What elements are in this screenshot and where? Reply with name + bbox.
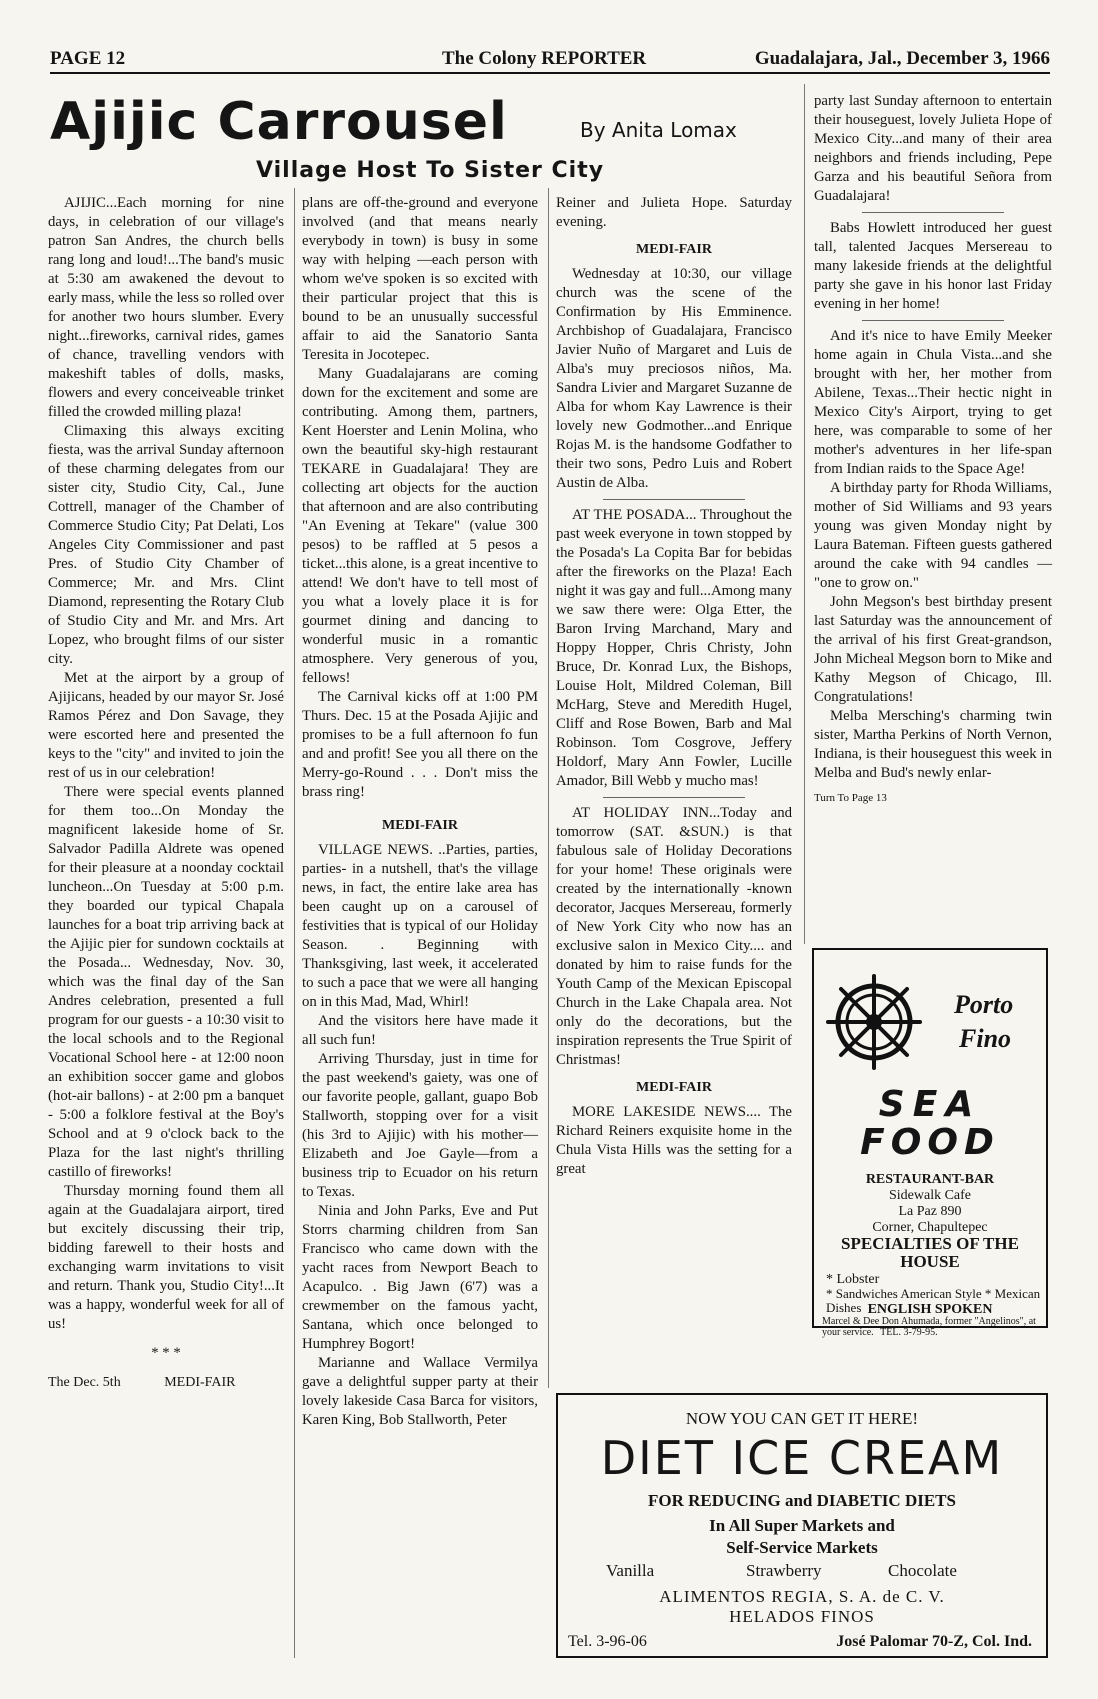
ad-company-line2: HELADOS FINOS <box>729 1607 875 1626</box>
ad-company: ALIMENTOS REGIA, S. A. de C. V. <box>659 1587 945 1606</box>
ad-corner: Corner, Chapultepec <box>872 1220 988 1235</box>
paragraph: Marianne and Wallace Vermilya gave a delightful supper party at their lovely lakeside Casa Barca for visitors, Karen King, Bob Stallworth, Peter <box>302 1355 538 1428</box>
ad-food: FOOD <box>860 1122 1000 1163</box>
divider <box>862 212 1005 213</box>
paragraph: A birthday party for Rhoda Williams, mother of Sid Williams and 93 years young was given Monday night by Laura Bateman. Fifteen guests gathered around the cake with 94 candles — "one to grow on." <box>814 480 1052 591</box>
continuation-note: Turn To Page 13 <box>814 792 887 804</box>
column-footer <box>48 1373 284 1392</box>
ad-cafe: Sidewalk Cafe <box>888 1188 972 1203</box>
paragraph: Reiner and Julieta Hope. Saturday evening. <box>556 195 792 230</box>
paragraph: AT THE POSADA... Throughout the past week everyone in town stopped by the Posada's La Copita Bar for bebidas after the fireworks on the Plaza! Each night it was gay and full...Among many we saw there were: Olga Etter, the Baron Irving Marchand, Mary and Hoppy Hopper, Chris Christy, John Bruce, Dr. Konrad Lux, the Bishops, Louise Holt, Mildred Coleman, Bill McHarg, Steve and Meredith Hugel, Cliff and Rose Bowen, Barb and Mal Robinson. Tom Cosgrove, Jeffery Holdorf, Mary Ann Fowler, Lucille Amador, Bill Webb y mucho mas! <box>556 507 792 789</box>
paragraph: Arriving Thursday, just in time for the past weekend's gaiety, was one of our favorite people, gallant, guapo Bob Stallworth, stopping over for a visit (his 3rd to Ajijic) with his mother—Elizabeth and Joe Gayle—from a business trip to Ecuador on his return to Texas. <box>302 1051 538 1200</box>
paragraph: party last Sunday afternoon to entertain their houseguest, lovely Julieta Hope of Mexico City...and many of their area neighbors and friends including, Pepe Garza and his beautiful Señora from Guadalajara! <box>814 93 1052 204</box>
paragraph: MORE LAKESIDE NEWS.... The Richard Reiners exquisite home in the Chula Vista Hills was the setting for a great <box>556 1104 792 1177</box>
ad-menu-item: American Style <box>900 1286 982 1301</box>
footer-left-text: The Dec. 5th <box>48 1375 121 1390</box>
ad-availability-1: In All Super Markets and <box>709 1516 895 1535</box>
paragraph: AJIJIC...Each morning for nine days, in celebration of our village's patron San Andres, the church bells rang long and loud!...The band's music at 5:30 am awakened the devout to early mass, while the less so rolled over for another two hours slumber. Every night...fireworks, carnival rides, games of chance, travelling vendors with makeshift tables of dolls, masks, flowers and every conceiveable trinket filled the crowded milling plaza! <box>48 195 284 420</box>
column-1 <box>48 194 284 1392</box>
ad-telephone: Tel. 3-96-06 <box>568 1633 647 1650</box>
ad-name-porto: Porto <box>954 990 1014 1019</box>
paragraph: Climaxing this always exciting fiesta, was the arrival Sunday afternoon of these charming delegates from our sister city, Studio City, Cal., June Cottrell, manager of the Chamber of Commerce Studio City; Pat Delati, Los Angeles City Commissioner and past Pres. of Studio City Chamber of Commerce; Mr. and Mrs. Clint Diamond, representing the Rotary Club of Studio City and Mr. and Mrs. Art Lopez, who brought films of our sister city. <box>48 423 284 667</box>
section-heading: MEDI-FAIR <box>382 818 458 833</box>
divider <box>603 797 745 798</box>
column-3 <box>556 194 792 1179</box>
ad-street: La Paz 890 <box>898 1204 962 1219</box>
ad-menu-item: * Sandwiches <box>826 1286 898 1301</box>
ad-product-name: DIET ICE CREAM <box>600 1431 1004 1485</box>
paragraph: The Carnival kicks off at 1:00 PM Thurs. Dec. 15 at the Posada Ajijic and promises to be a full afternoon fo fun and and profit! See you all there on the Merry-go-Round . . . Don't miss the brass ring! <box>302 689 538 800</box>
divider <box>603 499 745 500</box>
byline: By Anita Lomax <box>580 118 737 142</box>
ad-english-spoken: ENGLISH SPOKEN <box>867 1302 993 1317</box>
ad-purpose: FOR REDUCING and DIABETIC DIETS <box>648 1491 956 1510</box>
paragraph: plans are off-the-ground and everyone involved (and that means nearly everybody in town) is busy in some way with helping —each person with whom we've spoken is so excited with their particular project that this is bound to be an unusually successful affair to aid the Sanatorio Santa Teresita in Jocotepec. <box>302 195 538 363</box>
paragraph: Many Guadalajarans are coming down for the excitement and some are contributing. Among them, partners, Kent Hoerster and Lenin Molina, who own the beautiful sky-high restaurant TEKARE in Guadalajara! They are collecting art objects for the auction that afternoon and are also contributing "An Evening at Tekare" (value 300 pesos) to be raffled at 5 pesos a ticket...this alone, is a great incentive to attend! We don't have to tell most of you what a lovely place it is for gourmet dining and dancing to wonderful music in a romantic atmosphere. Very generous of you, fellows! <box>302 366 538 686</box>
column-divider <box>548 188 549 1388</box>
section-heading: MEDI-FAIR <box>636 242 712 257</box>
paragraph: Ninia and John Parks, Eve and Put Storrs charming children from San Francisco who came down with the yacht races from Newport Beach to Acapulco. . Big Jawn (6'7) was a crewmember on the famous yacht, Santana, which once belonged to Humphrey Bogort! <box>302 1203 538 1352</box>
ships-wheel-icon <box>824 972 924 1072</box>
page-number: PAGE 12 <box>50 48 126 69</box>
portofino-ad <box>812 948 1048 1338</box>
column-divider <box>294 188 295 1658</box>
paragraph: And it's nice to have Emily Meeker home again in Chula Vista...and she brought with her, her mother from Abilene, Texas...Their hectic night in Mexico City's Airport, trying to get here, was comparable to some of her mother's adventures in her life-span from Indian raids to the Space Age! <box>814 328 1052 477</box>
divider <box>862 320 1005 321</box>
paragraph: AT HOLIDAY INN...Today and tomorrow (SAT. &SUN.) is that fabulous sale of Holiday Decorations for your home! These originals were created by the internationally -known decorator, Jacques Mersereau, formerly of New York City who now has an exclusive salon in Mexico City.... and donated by him to raise funds for the Youth Camp of the Mexican Episcopal Church in the Lake Chapala area. Not only do the decorations, but the inspiration represents the True Spirit of Christmas! <box>556 805 792 1068</box>
ad-flavor: Strawberry <box>746 1561 822 1580</box>
paragraph: Met at the airport by a group of Ajijicans, headed by our mayor Sr. José Ramos Pérez and Don Savage, they were escorted here and presented the keys to the "city" and invited to join the rest of us in our celebration! <box>48 670 284 781</box>
ad-footer-text: Marcel & Dee Don Ahumada, former "Angelinos", at your service. <box>822 1316 1036 1338</box>
ad-address: José Palomar 70-Z, Col. Ind. <box>836 1633 1032 1650</box>
paragraph: And the visitors here have made it all such fun! <box>302 1013 538 1048</box>
section-heading: MEDI-FAIR <box>636 1080 712 1095</box>
article-subtitle: Village Host To Sister City <box>256 158 605 183</box>
paragraph: There were special events planned for them too...On Monday the magnificent lakeside home of Sr. Salvador Padilla Aldrete was opened for their pleasure at a noonday cocktail luncheon...On Tuesday at 5:00 p.m. they boarded our typical Chapala launches for a boat trip arriving back at the Ajijic pier for sundown cocktails at the Posada... Wednesday, Nov. 30, which was the final day of the San Andres celebration, presented a full program for our guests - a 10:30 visit to the local schools and to the Regional Vocational School here - at 12:00 noon an exhibition soccer game and globos (hot-air ballons) - at 2:00 pm a banquet - 5:00 a folklore festival at the Boy's School and at 9 o'clock back to the Plaza for the last night's thrilling castillo of fireworks! <box>48 784 284 1180</box>
ad-specialties <box>814 1234 1046 1254</box>
ad-footer <box>822 1316 1042 1338</box>
ad-type: RESTAURANT-BAR <box>865 1172 995 1187</box>
paragraph: John Megson's best birthday present last Saturday was the announcement of the arrival of his first Great-grandson, John Micheal Megson born to Mike and Kathy Megson of Chicago, Ill. Congratulations! <box>814 594 1052 705</box>
paragraph: Thursday morning found them all again at the Guadalajara airport, tired but excitely discussing their trip, bidding farewell to their hosts and exchanging warm invitations to visit and return. Thank you, Studio City!...It was a happy, wonderful week for all of us! <box>48 1183 284 1332</box>
paragraph: Babs Howlett introduced her guest tall, talented Jacques Mersereau to many lakeside friends at the delightful party she gave in his honor last Friday evening in her home! <box>814 220 1052 312</box>
ad-telephone: TEL. 3-79-95. <box>880 1327 938 1338</box>
paragraph: Melba Mersching's charming twin sister, Martha Perkins of North Vernon, Indiana, is their houseguest this week in Melba and Bud's newly enlar- <box>814 708 1052 781</box>
ad-flavor: Vanilla <box>606 1561 655 1580</box>
masthead-rule <box>50 72 1050 74</box>
ice-cream-ad <box>556 1393 1048 1658</box>
ad-specialties-line2: HOUSE <box>900 1252 960 1271</box>
ad-name-fino: Fino <box>959 1024 1012 1053</box>
ad-flavor: Chocolate <box>888 1561 957 1580</box>
dateline: Guadalajara, Jal., December 3, 1966 <box>754 48 1050 69</box>
paragraph: VILLAGE NEWS. ..Parties, parties, parties- in a nutshell, that's the village news, in fact, the entire lake area has been caught up on a carousel of festivities that is typical of our Holiday Season. . Beginning with Thanksgiving, last week, it accelerated to such a pace that we were all hanging on in this Mad, Mad, Whirl! <box>302 842 538 1010</box>
ad-availability-2: Self-Service Markets <box>726 1538 878 1557</box>
paragraph: Wednesday at 10:30, our village church was the scene of the Confirmation by His Emminence. Archbishop of Guadalajara, Francisco Javier Nuño of Margaret and Luis de Alba's muy preciosos niños, Ma. Sandra Livier and Margaret Suzanne de Alba for whom Kay Lawrence is their lovely new Godmother...and Enrique Rojas M. is the handsome Godfather to their two sons, Pedro Luis and Robert Austin de Alba. <box>556 266 792 491</box>
ad-headline: NOW YOU CAN GET IT HERE! <box>685 1409 919 1428</box>
ad-menu-list <box>826 1272 879 1287</box>
column-2 <box>302 194 538 1430</box>
ad-menu-item: * Mexican Dishes <box>826 1286 1041 1315</box>
paper-name: The Colony REPORTER <box>442 48 647 69</box>
ad-menu-item: * Lobster <box>826 1272 880 1287</box>
column-divider <box>804 84 805 944</box>
ad-specialties-line1: SPECIALTIES OF THE <box>841 1234 1019 1253</box>
masthead <box>50 44 1050 74</box>
column-4 <box>814 92 1052 808</box>
footer-right-text: MEDI-FAIR <box>164 1375 236 1390</box>
article-title: Ajijic Carrousel <box>50 92 508 152</box>
section-stars: * * * <box>151 1345 181 1361</box>
ad-sea: SEA <box>878 1084 982 1125</box>
